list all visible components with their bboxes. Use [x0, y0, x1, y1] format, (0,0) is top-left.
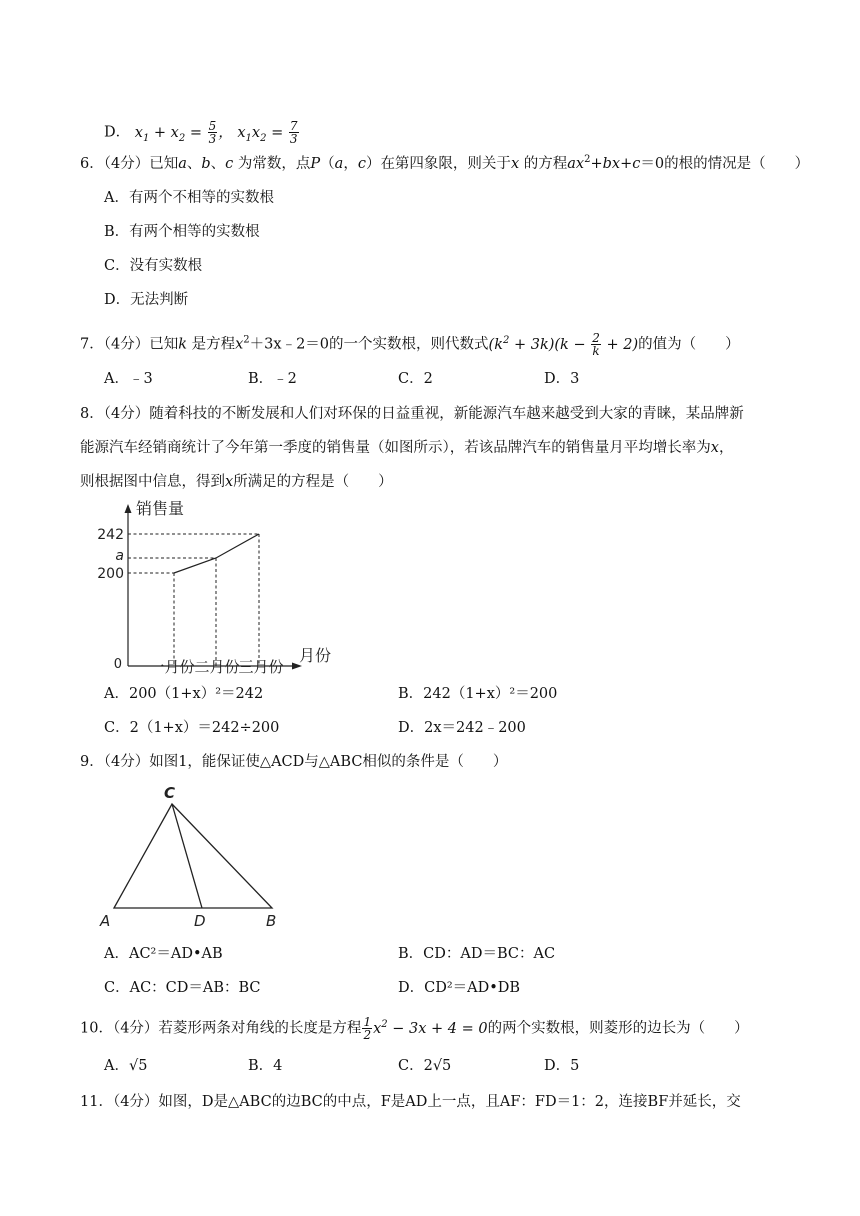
y-tick-200: 200: [97, 566, 124, 582]
q10-option-c: C．2√5: [398, 1058, 452, 1074]
y-axis-arrow: [125, 504, 132, 513]
y-axis-label: 销售量: [136, 499, 185, 518]
label-a: A: [100, 912, 111, 930]
q10-stem: 10．（4分）若菱形两条对角线的长度是方程 $\frac{1}{2}$ $x^2 - 3x + 4 = 0$的两个实数根，则菱形的边长为（ ）: [80, 1015, 749, 1042]
q8-line3: 则根据图中信息，得到x所满足的方程是（ ）: [80, 474, 393, 490]
q7-option-d: D．3: [544, 371, 580, 387]
q9-option-c: C．AC：CD＝AB：BC: [104, 980, 261, 996]
q8-line2: 能源汽车经销商统计了今年第一季度的销售量（如图所示），若该品牌汽车的销售量月平均增长率为x，: [80, 440, 734, 456]
q11-line1: 11．（4分）如图，D是△ABC的边BC的中点，F是AD上一点，且AF：FD＝1：2，连接BF并延长，交: [80, 1094, 741, 1110]
label-d: D: [194, 912, 206, 930]
q10-option-d: D．5: [544, 1058, 580, 1074]
q5-optd-formula: $x_1 + x_2$ = $\frac{5}{3}$ ， $x_1x_2$ = $\frac{7}{3}$: [134, 119, 298, 146]
q10-option-a: A．√5: [104, 1058, 148, 1074]
q6-option-c: C．没有实数根: [104, 258, 203, 274]
q7-stem: 7．（4分）已知k 是方程$x^2+3x﹣2=0$的一个实数根，则代数式$(k^2 + 3k)(k$ − $\frac{2}{k}$ + 2)的值为（ ）: [80, 331, 740, 358]
triangle-abc: [114, 804, 272, 908]
y-tick-242: 242: [97, 527, 124, 543]
y-tick-a: a: [115, 548, 124, 564]
q9-option-b: B．CD：AD＝BC：AC: [398, 946, 556, 962]
q7-option-c: C．2: [398, 371, 433, 387]
q8-option-c: C．2（1+x）＝242÷200: [104, 720, 280, 736]
q8-line1: 8．（4分）随着科技的不断发展和人们对环保的日益重视，新能源汽车越来越受到大家的青睐，某品牌新: [80, 406, 744, 422]
x-tick-mar: 三月份: [238, 658, 284, 676]
label-b: B: [266, 912, 277, 930]
q8-option-b: B．242（1+x）²＝200: [398, 686, 558, 702]
q8-sales-chart: [96, 496, 346, 680]
x-axis-label: 月份: [299, 646, 332, 665]
q6-option-d: D．无法判断: [104, 292, 189, 308]
origin-label: 0: [113, 657, 122, 672]
q5-option-d: D． $x_1 + x_2$ = $\frac{5}{3}$ ， $x_1x_2$ = $\frac{7}{3}$: [104, 119, 298, 146]
q9-triangle-figure: [96, 780, 296, 930]
x-tick-jan: 一月份: [149, 658, 195, 676]
q9-option-d: D．CD²＝AD•DB: [398, 980, 521, 996]
q9-stem: 9．（4分）如图1，能保证使△ACD与△ABC相似的条件是（ ）: [80, 754, 508, 770]
q6-option-a: A．有两个不相等的实数根: [104, 190, 274, 206]
q8-option-a: A．200（1+x）²＝242: [104, 686, 264, 702]
q7-option-b: B．﹣2: [248, 371, 297, 387]
q6-option-b: B．有两个相等的实数根: [104, 224, 260, 240]
q7-option-a: A．﹣3: [104, 371, 153, 387]
label-c: C: [164, 784, 176, 802]
x-tick-feb: 二月份: [194, 658, 240, 676]
sales-line: [174, 534, 259, 573]
q10-option-b: B．4: [248, 1058, 283, 1074]
q6-stem: 6．（4分）已知a、b、c 为常数，点P（a，c）在第四象限，则关于x 的方程$ax^2+bx+c=0$的根的情况是（ ）: [80, 154, 810, 172]
q9-option-a: A．AC²＝AD•AB: [104, 946, 223, 962]
q8-option-d: D．2x＝242﹣200: [398, 720, 526, 736]
